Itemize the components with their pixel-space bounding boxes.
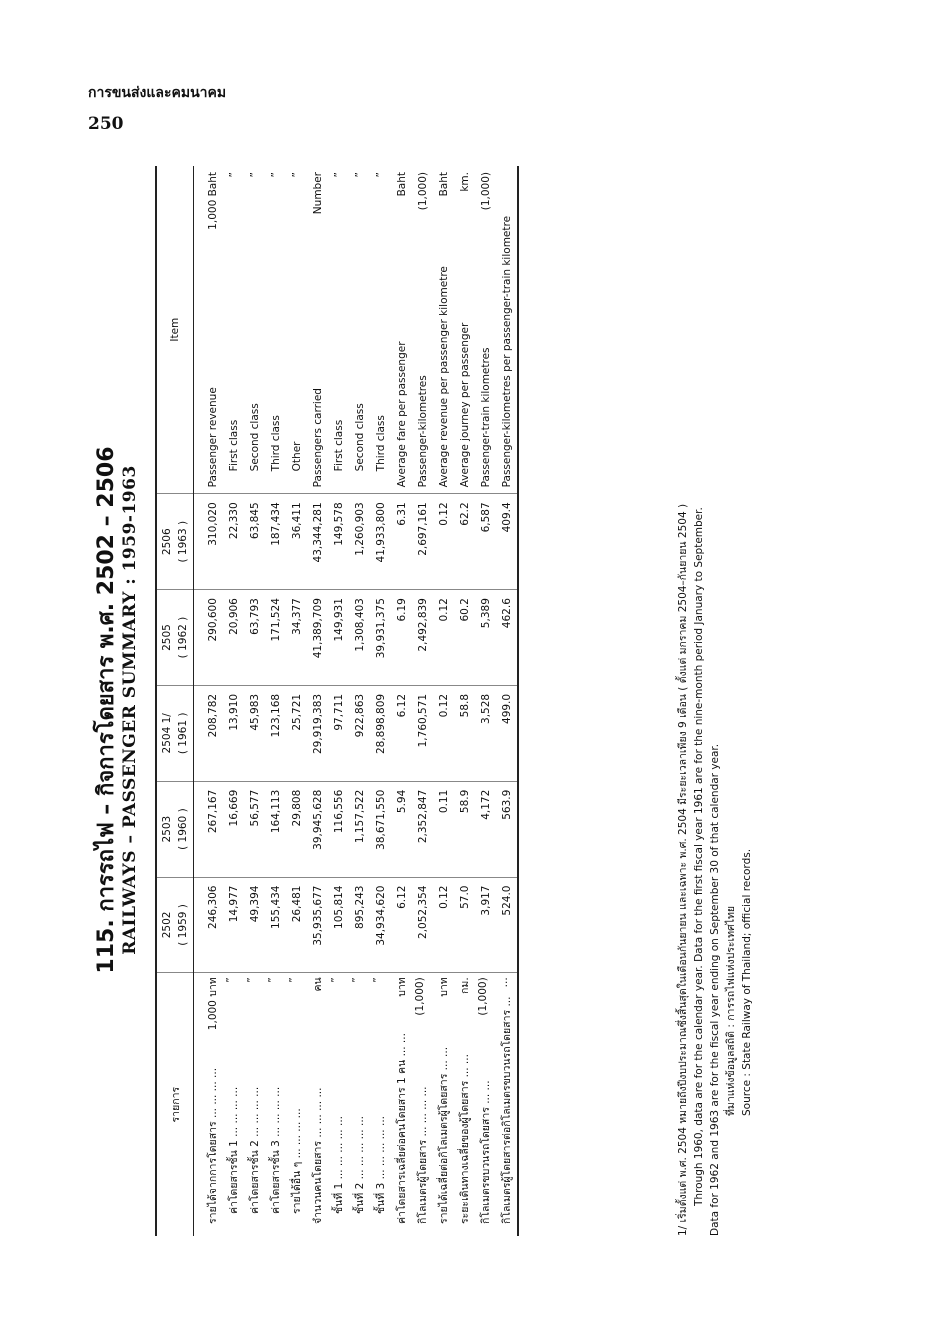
row-label-thai: ค่าโดยสารชั้น 3 ... ... ... ... ”	[267, 977, 282, 1214]
row-label-english: Average revenue per passenger kilometre Baht	[433, 166, 454, 494]
row-unit-english: ”	[353, 172, 366, 178]
cell-value: 524.0	[496, 877, 518, 973]
page-number: 250	[88, 114, 124, 134]
cell-value: 290,600	[194, 590, 224, 686]
cell-value: 38,671,550	[370, 781, 391, 877]
cell-value: 116,556	[328, 781, 349, 877]
cell-value: 149,578	[328, 494, 349, 590]
cell-value: 41,389,709	[307, 590, 328, 686]
cell-value: 6.31	[391, 494, 412, 590]
cell-value: 563.9	[496, 781, 518, 877]
cell-value: 49,394	[244, 877, 265, 973]
row-label-english: Third class ”	[370, 166, 391, 494]
cell-value: 164,113	[265, 781, 286, 877]
row-unit-english: Baht	[395, 172, 408, 197]
row-label-english: Passenger revenue 1,000 Baht	[194, 166, 224, 494]
cell-value: 171,524	[265, 590, 286, 686]
row-label-thai: ชั้นที่ 2 ... ... ... ... ... ”	[351, 977, 366, 1214]
cell-value: 97,711	[328, 685, 349, 781]
row-unit-english: ”	[290, 172, 303, 178]
year-header: 2504 1/ ( 1961 )	[156, 685, 194, 781]
row-unit-english: km.	[458, 172, 471, 192]
cell-value: 0.11	[433, 781, 454, 877]
cell-value: 2,352,847	[412, 781, 433, 877]
table-title-english: RAILWAYS – PASSENGER SUMMARY : 1959-1963	[120, 465, 140, 955]
cell-value: 123,168	[265, 685, 286, 781]
row-label-thai: ค่าโดยสารชั้น 2 ... ... ... ... ”	[246, 977, 261, 1214]
cell-value: 43,344,281	[307, 494, 328, 590]
cell-value: 57.0	[454, 877, 475, 973]
row-unit-english: ”	[332, 172, 345, 178]
row-label-english: Passengers carried Number	[307, 166, 328, 494]
cell-value: 5,389	[475, 590, 496, 686]
cell-value: 25,721	[286, 685, 307, 781]
cell-value: 6,587	[475, 494, 496, 590]
cell-value: 29,919,383	[307, 685, 328, 781]
row-label-thai: ระยะเดินทางเฉลี่ยของผู้โดยสาร ... ... กม.	[454, 973, 475, 1236]
table-row	[433, 166, 454, 1236]
footnote-2: Through 1960, data are for the calendar year. Data for the first fiscal year 1961 are for the nine-month period January to September.	[693, 507, 705, 1206]
rotated-table-block	[85, 160, 755, 1250]
footnotes	[675, 166, 755, 1236]
cell-value: 2,697,161	[412, 494, 433, 590]
row-unit-thai: บาท	[396, 977, 408, 997]
row-label-english: Second class ”	[244, 166, 265, 494]
cell-value: 34,377	[286, 590, 307, 686]
row-unit-english: ”	[227, 172, 240, 178]
cell-value: 39,931,375	[370, 590, 391, 686]
cell-value: 5.94	[391, 781, 412, 877]
row-unit-english: Baht	[437, 172, 450, 197]
footnote-3: Data for 1962 and 1963 are for the fiscal year ending on September 30 of that calendar year.	[709, 743, 721, 1236]
row-unit-thai: ”	[267, 977, 279, 983]
cell-value: 409.4	[496, 494, 518, 590]
cell-value: 0.12	[433, 685, 454, 781]
table-row	[391, 166, 412, 1236]
row-label-english: Passenger-train kilometres (1,000)	[475, 166, 496, 494]
column-header-thai: รายการ	[156, 973, 194, 1236]
cell-value: 895,243	[349, 877, 370, 973]
row-label-thai: รายได้อื่น ๆ ... ... ... ... ”	[288, 977, 303, 1214]
row-unit-english: ”	[374, 172, 387, 178]
cell-value: 1,260,903	[349, 494, 370, 590]
cell-value: 35,935,677	[307, 877, 328, 973]
cell-value: 0.12	[433, 494, 454, 590]
row-label-thai: ค่าโดยสารชั้น 1 ... ... ... ... ”	[225, 977, 240, 1214]
row-label-english: Average journey per passenger km.	[454, 166, 475, 494]
table-row	[412, 166, 433, 1236]
table-row	[286, 166, 307, 1236]
row-unit-thai: กม.	[459, 977, 471, 994]
row-label-thai: จำนวนคนโดยสาร ... ... ... ... คน	[307, 973, 328, 1236]
running-head: การขนส่งและคมนาคม	[88, 85, 227, 101]
cell-value: 62.2	[454, 494, 475, 590]
row-unit-thai: ”	[372, 977, 384, 983]
row-label-thai: กิโลเมตรขบวนรถโดยสาร ... ... (1,000)	[477, 977, 492, 1224]
row-label-english: Passenger-kilometres (1,000)	[412, 166, 433, 494]
year-header: 2505 ( 1962 )	[156, 590, 194, 686]
row-label-english: Passenger-kilometres per passenger-train kilometre	[496, 166, 518, 494]
cell-value: 922,863	[349, 685, 370, 781]
year-header: 2506 ( 1963 )	[156, 494, 194, 590]
row-unit-thai: บาท	[438, 977, 450, 997]
cell-value: 267,167	[194, 781, 224, 877]
cell-value: 39,945,628	[307, 781, 328, 877]
cell-value: 310,020	[194, 494, 224, 590]
cell-value: 34,934,620	[370, 877, 391, 973]
row-label-english: Third class ”	[265, 166, 286, 494]
cell-value: 0.12	[433, 590, 454, 686]
table-row	[496, 166, 518, 1236]
cell-value: 1,157,522	[349, 781, 370, 877]
cell-value: 41,933,800	[370, 494, 391, 590]
table-row	[454, 166, 475, 1236]
column-header-english: Item	[156, 166, 194, 494]
cell-value: 105,814	[328, 877, 349, 973]
row-label-english: Other ”	[286, 166, 307, 494]
table-row	[265, 166, 286, 1236]
row-label-english: Second class ”	[349, 166, 370, 494]
year-header: 2502 ( 1959 )	[156, 877, 194, 973]
cell-value: 2,492,839	[412, 590, 433, 686]
cell-value: 63,793	[244, 590, 265, 686]
cell-value: 13,910	[223, 685, 244, 781]
table-row	[194, 166, 224, 1236]
cell-value: 36,411	[286, 494, 307, 590]
row-label-thai: กิโลเมตรผู้โดยสาร ... ... ... ... (1,000)	[414, 977, 429, 1224]
cell-value: 208,782	[194, 685, 224, 781]
row-unit-thai: ”	[225, 977, 237, 983]
cell-value: 26,481	[286, 877, 307, 973]
table-row	[349, 166, 370, 1236]
cell-value: 6.12	[391, 685, 412, 781]
table-row	[244, 166, 265, 1236]
row-unit-english: (1,000)	[416, 172, 429, 211]
cell-value: 1,760,571	[412, 685, 433, 781]
table-row	[475, 166, 496, 1236]
row-unit-english: (1,000)	[479, 172, 492, 211]
cell-value: 462.6	[496, 590, 518, 686]
row-unit-thai: 1,000 บาท	[207, 977, 219, 1031]
row-unit-thai: ...	[498, 977, 510, 988]
cell-value: 60.2	[454, 590, 475, 686]
row-label-thai: ชั้นที่ 1 ... ... ... ... ... ”	[330, 977, 345, 1214]
cell-value: 3,917	[475, 877, 496, 973]
table-title-thai: 115. การรถไฟ – กิจการโดยสาร พ.ศ. 2502 – 2506	[94, 446, 119, 974]
row-label-thai: กิโลเมตรผู้โดยสารต่อกิโลเมตรขบวนรถโดยสาร ... ...	[498, 977, 513, 1224]
cell-value: 1,308,403	[349, 590, 370, 686]
table-row	[223, 166, 244, 1236]
cell-value: 3,528	[475, 685, 496, 781]
cell-value: 6.19	[391, 590, 412, 686]
row-label-english: First class ”	[223, 166, 244, 494]
footnote-1: 1/ เริ่มตั้งแต่ พ.ศ. 2504 หมายถึงปีงบประมาณซึ่งสิ้นสุดในเดือนกันยายน และเฉพาะ พ.ศ. 2504 มีระยะเวลาเพียง 9 เดือน ( ตั้งแต่ มกราคม 2504–กันยายน 2504 )	[677, 503, 689, 1236]
row-label-thai: รายได้จากการโดยสาร ... ... ... ... 1,000 บาท	[194, 973, 224, 1236]
row-label-thai: รายได้เฉลี่ยต่อกิโลเมตรผู้โดยสาร ... ... บาท	[433, 973, 454, 1236]
table-header-row	[156, 166, 194, 1236]
source-english: Source : State Railway of Thailand; official records.	[741, 848, 753, 1116]
cell-value: 14,977	[223, 877, 244, 973]
row-unit-thai: ”	[330, 977, 342, 983]
cell-value: 56,577	[244, 781, 265, 877]
cell-value: 246,306	[194, 877, 224, 973]
table-row	[328, 166, 349, 1236]
passenger-summary-table	[155, 166, 519, 1236]
table-row	[307, 166, 328, 1236]
row-unit-thai: ”	[288, 977, 300, 983]
row-unit-thai: คน	[312, 977, 324, 992]
cell-value: 45,983	[244, 685, 265, 781]
table-row	[370, 166, 391, 1236]
row-unit-english: 1,000 Baht	[206, 172, 219, 230]
row-unit-thai: (1,000)	[414, 977, 426, 1016]
row-unit-english: ”	[269, 172, 282, 178]
cell-value: 4,172	[475, 781, 496, 877]
cell-value: 58.8	[454, 685, 475, 781]
cell-value: 58.9	[454, 781, 475, 877]
cell-value: 187,434	[265, 494, 286, 590]
year-header: 2503 ( 1960 )	[156, 781, 194, 877]
row-unit-english: ”	[248, 172, 261, 178]
cell-value: 149,931	[328, 590, 349, 686]
cell-value: 29,808	[286, 781, 307, 877]
cell-value: 499.0	[496, 685, 518, 781]
cell-value: 22,330	[223, 494, 244, 590]
cell-value: 28,898,809	[370, 685, 391, 781]
row-unit-thai: ”	[351, 977, 363, 983]
row-unit-english: Number	[311, 172, 324, 215]
cell-value: 155,434	[265, 877, 286, 973]
cell-value: 20,906	[223, 590, 244, 686]
row-unit-thai: (1,000)	[477, 977, 489, 1016]
row-label-english: Average fare per passenger Baht	[391, 166, 412, 494]
row-label-english: First class ”	[328, 166, 349, 494]
row-unit-thai: ”	[246, 977, 258, 983]
cell-value: 16,669	[223, 781, 244, 877]
cell-value: 6.12	[391, 877, 412, 973]
cell-value: 0.12	[433, 877, 454, 973]
source-thai: ที่มาแห่งข้อมูลสถิติ : การรถไฟแห่งประเทศไทย	[725, 905, 737, 1116]
cell-value: 2,052,354	[412, 877, 433, 973]
row-label-thai: ชั้นที่ 3 ... ... ... ... ... ”	[372, 977, 387, 1214]
row-label-thai: ค่าโดยสารเฉลี่ยต่อคนโดยสาร 1 คน ... ... บาท	[391, 973, 412, 1236]
cell-value: 63,845	[244, 494, 265, 590]
